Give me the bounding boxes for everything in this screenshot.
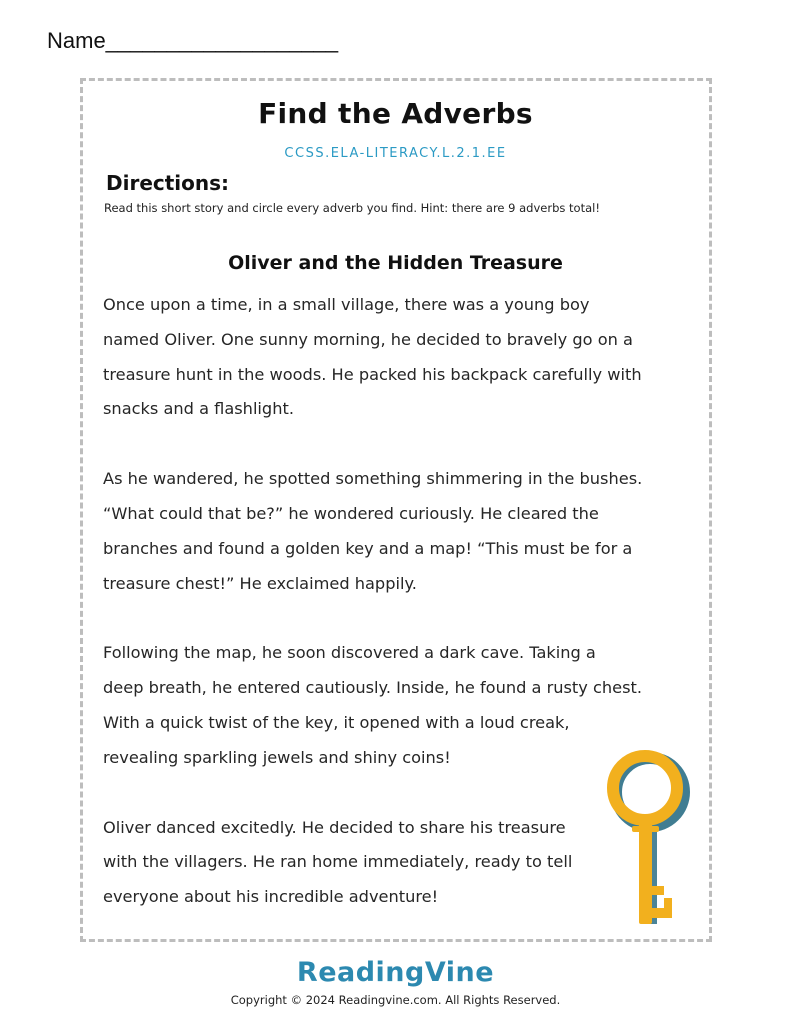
golden-key-icon — [606, 748, 696, 928]
story-paragraph-1 — [103, 288, 703, 427]
story-line: everyone about his incredible adventure! — [103, 887, 439, 907]
story-line: branches and found a golden key and a map! “This must be for a — [103, 538, 633, 558]
story-line: treasure chest!” He exclaimed happily. — [103, 573, 417, 593]
story-line: named Oliver. One sunny morning, he decided to bravely go on a — [103, 329, 633, 349]
story-line: Following the map, he soon discovered a dark cave. Taking a — [103, 643, 596, 663]
story-line: As he wandered, he spotted something shimmering in the bushes. — [103, 469, 643, 489]
directions-heading: Directions: — [106, 171, 230, 195]
worksheet-title: Find the Adverbs — [258, 97, 533, 130]
story-line: treasure hunt in the woods. He packed his backpack carefully with — [103, 364, 642, 384]
story-title: Oliver and the Hidden Treasure — [228, 252, 563, 274]
name-field-label: Name___________________ — [47, 28, 339, 53]
story-line: with the villagers. He ran home immediately, ready to tell — [103, 852, 573, 872]
standard-code: CCSS.ELA-LITERACY.L.2.1.EE — [284, 146, 507, 161]
story-line: Once upon a time, in a small village, there was a young boy — [103, 295, 590, 314]
directions-text: Read this short story and circle every adverb you find. Hint: there are 9 adverbs total! — [104, 201, 600, 215]
story-line: deep breath, he entered cautiously. Inside, he found a rusty chest. — [103, 678, 643, 698]
story-line: With a quick twist of the key, it opened with a loud creak, — [103, 712, 570, 732]
story-line: snacks and a flashlight. — [103, 399, 294, 419]
story-line: revealing sparkling jewels and shiny coins! — [103, 747, 451, 767]
story-line: Oliver danced excitedly. He decided to share his treasure — [103, 817, 566, 837]
readingvine-logo: ReadingVine — [296, 957, 495, 988]
copyright-text: Copyright © 2024 Readingvine.com. All Rights Reserved. — [230, 993, 561, 1007]
story-line: “What could that be?” he wondered curiously. He cleared the — [103, 503, 599, 523]
story-paragraph-2 — [103, 462, 703, 601]
